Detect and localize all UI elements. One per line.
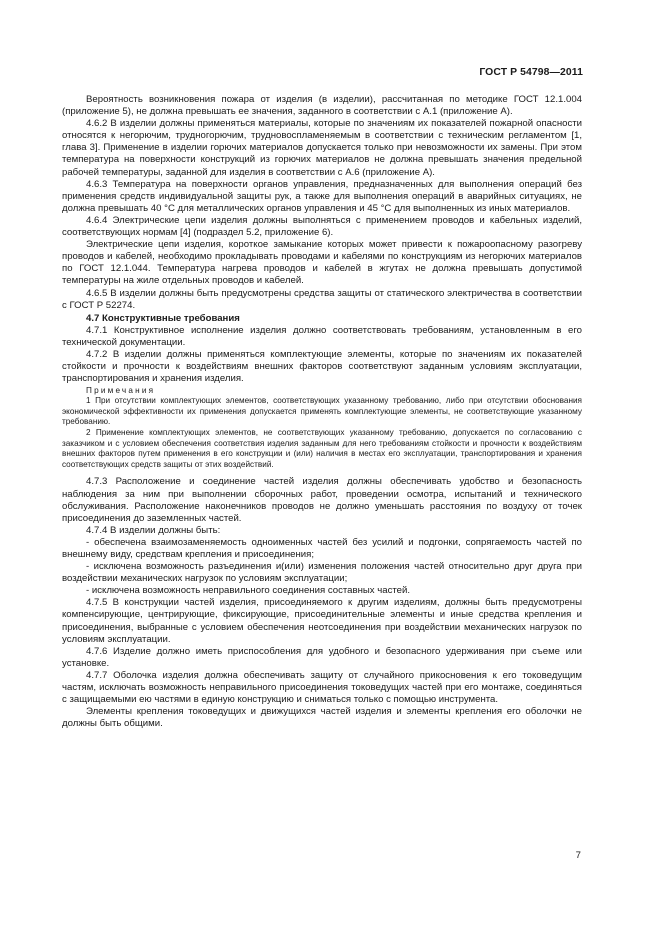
paragraph: 4.6.5 В изделии должны быть предусмотрены средства защиты от статического электричества в соответствии с ГОСТ Р 52274. [62, 287, 582, 311]
paragraph: 4.6.4 Электрические цепи изделия должны выполняться с применением проводов и кабельных изделий, соответствующих нормам [4] (подраздел 5.2, приложение 6). [62, 214, 582, 239]
note-item: 1 При отсутствии комплектующих элементов, соответствующих указанному требованию, либо при отсутствии обоснования экономической эффективности их применения допускается применять комплектующие элементы, не соответствующие указанному требованию. [62, 396, 582, 427]
paragraph: 4.7.7 Оболочка изделия должна обеспечивать защиту от случайного прикосновения к его токоведущим частям, исключать возможность неправильного присоединения токоведущих частей при его монтаже, соединяться с защищаемыми ею частями в единую конструкцию и сниматься только с помощью инструмента. [62, 669, 582, 706]
paragraph: 4.7.4 В изделии должны быть: [86, 524, 221, 536]
section-title: 4.7 Конструктивные требования [86, 312, 240, 324]
notes-heading: Примечания [86, 386, 156, 396]
paragraph: 4.7.6 Изделие должно иметь приспособления для удобного и безопасного удерживания при съеме или установке. [62, 645, 582, 669]
paragraph: Электрические цепи изделия, короткое замыкание которых может привести к пожароопасному разогреву проводов и кабелей, необходимо прокладывать проводами и кабелями по конструкциям из негорючих материалов по ГОСТ 12.1.044. Температура нагрева проводов и кабелей в жгутах не должна превышать допустимой температуры на жиле отдельных проводов и кабелей. [62, 239, 582, 287]
paragraph: Вероятность возникновения пожара от изделия (в изделии), рассчитанная по методике ГОСТ 12.1.004 (приложение 5), не должна превышать ее значения, заданного в соответствии с А.1 (приложение А). [62, 94, 582, 118]
note-item: 2 Применение комплектующих элементов, не соответствующих указанному требованию, допускается по согласованию с заказчиком и с условием обеспечения соответствия изделия заданным для него требованиям стойкости и прочности к воздействиям внешних факторов путем применения в его конструкции и (или) наличия в местах его эксплуатации, транспортирования и хранения соответствующих средств защиты от этих воздействий. [62, 428, 582, 469]
paragraph: 4.7.3 Расположение и соединение частей изделия должны обеспечивать удобство и безопасность наблюдения за ним при выполнении сборочных работ, проведении осмотра, испытаний и технического обслуживания. Расположение наконечников проводов не должно уменьшать расстояния по воздуху от точек присоединения до заземленных частей. [62, 476, 582, 524]
paragraph: 4.7.5 В конструкции частей изделия, присоединяемого к другим изделиям, должны быть предусмотрены компенсирующие, центрирующие, фиксирующие, присоединительные элементы и иные средства крепления и присоединения, выбранные с условием обеспечения неотсоединения при воздействии механических нагрузок по условиям эксплуатации. [62, 597, 582, 645]
document-body [62, 94, 582, 730]
paragraph: 4.7.1 Конструктивное исполнение изделия должно соответствовать требованиям, установленным в его технической документации. [62, 324, 582, 348]
notes-block [62, 385, 582, 470]
paragraph: 4.6.2 В изделии должны применяться материалы, которые по значениям их показателей пожарной опасности относятся к негорючим, трудногорючим, трудновоспламеняемым в соответствии с техническим регламентом [1, глава 3]. Применение в изделии горючих материалов допускается только при невозможности их замены. При этом температура на поверхности конструкций из горючих материалов не должна превышать значения предельной рабочей температуры, заданной для изделия в соответствии с А.6 (приложение А). [62, 118, 582, 178]
paragraph: Элементы крепления токоведущих и движущихся частей изделия и элементы крепления его оболочки не должны быть общими. [62, 706, 582, 730]
paragraph: 4.7.2 В изделии должны применяться комплектующие элементы, которые по значениям их показателей стойкости и прочности к воздействиям внешних факторов соответствуют заданным условиям эксплуатации, транспортирования и хранения изделия. [62, 348, 582, 385]
standard-header: ГОСТ Р 54798—2011 [479, 67, 583, 78]
page-number: 7 [575, 850, 581, 861]
paragraph: 4.6.3 Температура на поверхности органов управления, предназначенных для выполнения операций без применения средств индивидуальной защиты рук, а также для выполнения операций в аварийных ситуациях, не должна превышать 40 °С для металлических органов управления и 45 °С для выполненных из иных материалов. [62, 178, 582, 214]
list-item: - обеспечена взаимозаменяемость одноименных частей без усилий и подгонки, сопрягаемость частей по внешнему виду, средствам крепления и присоединения; [62, 536, 582, 560]
list-item: - исключена возможность разъединения и(или) изменения положения частей относительно друг друга при воздействии механических нагрузок по условиям эксплуатации; [62, 561, 582, 585]
list-item: - исключена возможность неправильного соединения составных частей. [86, 585, 411, 597]
